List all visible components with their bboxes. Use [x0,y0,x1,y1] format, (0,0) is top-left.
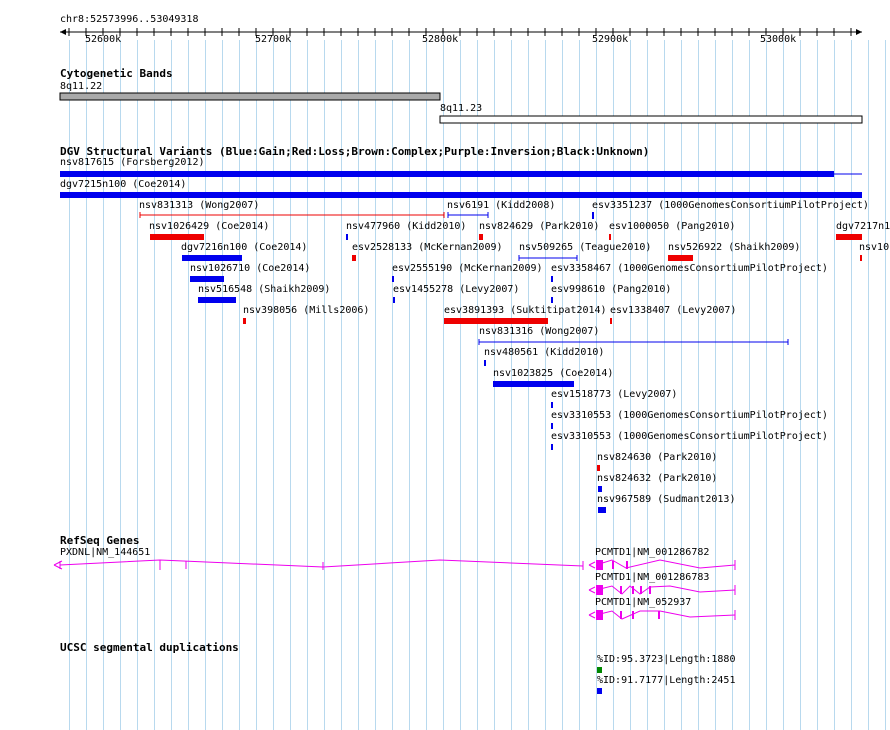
dgv-feature-label[interactable]: esv3310553 (1000GenomesConsortiumPilotProject) [551,410,828,421]
segdup-green-block[interactable] [597,667,602,673]
dgv-feature-label[interactable]: esv2528133 (McKernan2009) [352,242,503,253]
dgv-gain-bar[interactable] [551,423,553,429]
dgv-feature-label[interactable]: nsv824630 (Park2010) [597,452,718,463]
dgv-loss-bar[interactable] [610,318,612,324]
ruler-tick-label: 52800k [422,34,459,45]
dgv-gain-bar[interactable] [393,297,395,303]
gene-model-pcmtd1-2[interactable] [589,585,735,595]
dgv-feature-label[interactable]: nsv817615 (Forsberg2012) [60,157,205,168]
dgv-loss-bar[interactable] [668,255,693,261]
dgv-gain-bar[interactable] [190,276,224,282]
dgv-gain-bar[interactable] [598,507,606,513]
dgv-gain-bar[interactable] [551,276,553,282]
dgv-feature-label[interactable]: nsv516548 (Shaikh2009) [198,284,331,295]
dgv-feature-label[interactable]: dgv7217n1 [836,221,890,232]
dgv-feature-label[interactable]: esv2555190 (McKernan2009) [392,263,543,274]
cytoband-label-8q11-22: 8q11.22 [60,81,103,92]
dgv-feature-label[interactable]: esv1455278 (Levy2007) [393,284,520,295]
refseq-track-title[interactable]: RefSeq Genes [60,534,140,547]
dgv-feature-label[interactable]: esv3310553 (1000GenomesConsortiumPilotProject) [551,431,828,442]
dgv-feature-label[interactable]: nsv824629 (Park2010) [479,221,600,232]
dgv-gain-bar[interactable] [60,171,834,177]
cytoband-8q11-23[interactable] [440,116,862,123]
dgv-feature-label[interactable]: nsv1023825 (Coe2014) [493,368,614,379]
dgv-feature-label[interactable]: nsv831313 (Wong2007) [139,200,260,211]
ruler-right-arrow [856,29,862,35]
dgv-feature-label[interactable]: nsv831316 (Wong2007) [479,326,600,337]
ruler-tick-label: 52900k [592,34,629,45]
dgv-feature-label[interactable]: nsv526922 (Shaikh2009) [668,242,801,253]
dgv-gain-bar[interactable] [484,360,486,366]
dgv-feature-label[interactable]: esv3351237 (1000GenomesConsortiumPilotProject) [592,200,869,211]
dgv-gain-bar[interactable] [598,486,602,492]
dgv-gain-bar[interactable] [346,234,348,240]
cytoband-8q11-22[interactable] [60,93,440,100]
dgv-gain-bar[interactable] [551,297,553,303]
dgv-loss-bar[interactable] [836,234,862,240]
refseq-gene-label[interactable]: PCMTD1|NM_052937 [595,597,692,608]
segdup-label[interactable]: %ID:95.3723|Length:1880 [597,654,736,665]
dgv-feature-label[interactable]: nsv10 [859,242,890,253]
dgv-feature-label[interactable]: esv1518773 (Levy2007) [551,389,678,400]
dgv-gain-bar[interactable] [392,276,394,282]
dgv-track-title[interactable]: DGV Structural Variants (Blue:Gain;Red:Loss;Brown:Complex;Purple:Inversion;Black:Unknown) [60,145,650,158]
segdup-track-title[interactable]: UCSC segmental duplications [60,641,239,654]
dgv-loss-bar[interactable] [479,234,483,240]
dgv-gain-bar[interactable] [198,297,236,303]
dgv-loss-bar[interactable] [243,318,246,324]
ruler-position: chr8:52573996..53049318 [60,14,199,25]
dgv-loss-bar[interactable] [150,234,204,240]
gene-model-pxdnl[interactable] [54,560,583,570]
dgv-feature-label[interactable]: nsv6191 (Kidd2008) [447,200,556,211]
dgv-feature-label[interactable]: esv3891393 (Suktitipat2014) [444,305,607,316]
dgv-feature-label[interactable]: esv998610 (Pang2010) [551,284,672,295]
dgv-feature-label[interactable]: nsv398056 (Mills2006) [243,305,370,316]
dgv-gain-bar[interactable] [493,381,574,387]
dgv-feature-label[interactable]: nsv1026710 (Coe2014) [190,263,311,274]
dgv-feature-label[interactable]: esv3358467 (1000GenomesConsortiumPilotProject) [551,263,828,274]
segdup-blue-block[interactable] [597,688,602,694]
dgv-loss-bar[interactable] [352,255,356,261]
gene-model-pcmtd1-1[interactable] [589,560,735,570]
dgv-loss-bar[interactable] [860,255,862,261]
dgv-loss-bar[interactable] [597,465,600,471]
ruler-left-arrow [60,29,66,35]
dgv-feature-label[interactable]: dgv7216n100 (Coe2014) [181,242,308,253]
dgv-feature-label[interactable]: nsv480561 (Kidd2010) [484,347,605,358]
dgv-feature-label[interactable]: esv1338407 (Levy2007) [610,305,737,316]
segdup-label[interactable]: %ID:91.7177|Length:2451 [597,675,736,686]
dgv-loss-bar[interactable] [444,318,548,324]
refseq-gene-label[interactable]: PCMTD1|NM_001286783 [595,572,710,583]
refseq-gene-label[interactable]: PXDNL|NM_144651 [60,547,151,558]
dgv-gain-bar[interactable] [551,444,553,450]
dgv-loss-bar[interactable] [609,234,611,240]
dgv-gain-bar[interactable] [60,192,862,198]
dgv-gain-bar[interactable] [592,212,594,219]
cytoband-track-title[interactable]: Cytogenetic Bands [60,67,173,80]
dgv-gain-bar[interactable] [551,402,553,408]
dgv-feature-label[interactable]: nsv1026429 (Coe2014) [149,221,270,232]
dgv-feature-label[interactable]: nsv967589 (Sudmant2013) [597,494,736,505]
dgv-feature-label[interactable]: nsv824632 (Park2010) [597,473,718,484]
dgv-gain-bar[interactable] [182,255,242,261]
cytoband-label-8q11-23: 8q11.23 [440,103,483,114]
gene-model-pcmtd1-3[interactable] [589,610,735,620]
refseq-gene-label[interactable]: PCMTD1|NM_001286782 [595,547,710,558]
dgv-feature-label[interactable]: nsv509265 (Teague2010) [519,242,652,253]
dgv-feature-label[interactable]: esv1000050 (Pang2010) [609,221,736,232]
dgv-feature-label[interactable]: nsv477960 (Kidd2010) [346,221,467,232]
ruler-tick-label: 52600k [85,34,122,45]
ruler-tick-label: 52700k [255,34,292,45]
ruler-tick-label: 53000k [760,34,797,45]
dgv-feature-label[interactable]: dgv7215n100 (Coe2014) [60,179,187,190]
